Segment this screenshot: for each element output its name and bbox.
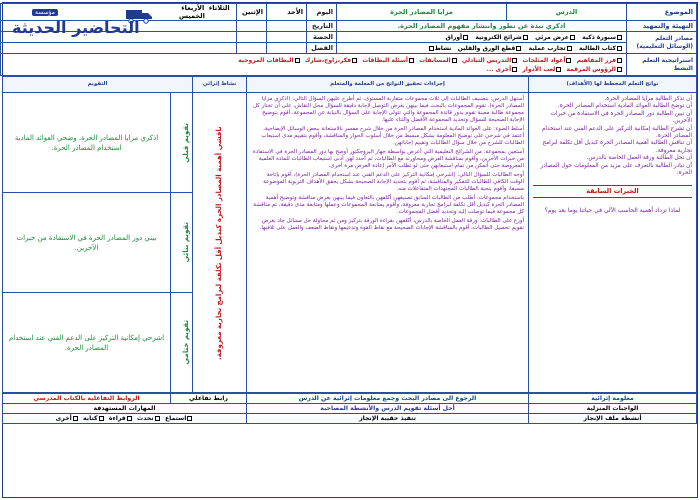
skill-item: تحدث: [137, 415, 154, 422]
strategy-item: المسابقات: [419, 56, 451, 64]
checkbox[interactable]: [617, 35, 622, 40]
checkbox[interactable]: [463, 35, 468, 40]
day-0: الأحد: [266, 4, 306, 21]
skill-item: كتابة: [83, 415, 98, 422]
checkbox[interactable]: [570, 35, 575, 40]
resource-item: كتاب الطالبة: [578, 44, 616, 52]
strategies-label: استراتيجية التعلم النشط: [627, 54, 697, 76]
checkbox[interactable]: [512, 58, 517, 63]
main-grid: [2, 76, 697, 393]
checkbox[interactable]: [352, 58, 357, 63]
procedure-step: أستهل الدرس: بتصنيف الطالبات إلى ثلاث مجموعات متقاربة المستوى، ثم أطرح عليهن السؤال التالي: (اذكري مزايا المصادر الحرة). تقوم المجموعات بالبحث فيما بينهن بغرض التوصل لإجابة دقيقة للسؤال محل النقاش، على أن تختار كل مجموعة طالبة معينة تقوم بدور قائدة المجموعة والتي تتولى الإجابة على السؤال بالنيابة عن المجموعة، أقوم بتوضيح الإجابة الصحيحة للسؤال وتحديد المجموعة الأفضل والثناء عليها.: [253, 96, 524, 123]
intro-label: التهيئة والتمهيد: [627, 21, 697, 32]
outcomes-header: نواتج التعلم المخطط لها (الأهداف): [529, 77, 697, 93]
period-label: الحصة: [306, 32, 336, 43]
topic-label: الموضوع: [627, 4, 697, 21]
class-label: الفصل: [306, 43, 336, 54]
strategy-item: البطاقات المروحية: [238, 56, 294, 64]
procedures-header: إجراءات تحقيق النواتج من المعلمة والمتعلم: [247, 77, 529, 93]
resource-item: سبورة ذكية: [582, 33, 616, 41]
brand-logo: [4, 4, 174, 40]
day-label: اليوم: [306, 4, 336, 21]
enrich-info-value: الرجوع الى مصادر البحث وجمع معلومات إثرائية عن الدرس: [247, 394, 529, 404]
skill-item: قراءة: [108, 415, 126, 422]
topic-value: مزايا المصادر الحرة: [336, 4, 506, 21]
strategy-item: لعب الأدوار: [522, 65, 556, 73]
procedure-step: أوزع على الطالبات: ورقة العمل الخاصة بالدرس، أكلفهن بقراءة الورقة بتركيز ومن ثم محاولة حل مسائل جاد بغرض تقويم تحصيل الطالبات، أقوم بالمناقشة الإجابات الصحيحة مع نقاط القوة وتدعيمها ونقاط الضعف والعمل على تلافيها.: [259, 218, 524, 231]
checkbox[interactable]: [99, 416, 104, 421]
resource-item: عرض مرئي: [535, 33, 569, 41]
enrich-info-label: معلومة إثرائية: [529, 394, 697, 404]
enrichment-header: نشاط إثرائي: [193, 77, 247, 93]
eval-text: اذكري مزايا المصادر الحرة. وضحي العوائد المادية استخدام المصادر الحرة.: [3, 93, 171, 193]
strategy-item: التدريس التبادلي: [461, 56, 512, 64]
resources-label: مصادر التعلم (الوسائل التعليمية): [627, 32, 697, 54]
procedure-step: أسلط الضوء: على العوائد المادية استخدام المصادر الحرة من خلال شرح مفسر بالاستعانة ببعض الوسائل الإيضاحية، أعتمد في شرحي على توضيح المعلومة بشكل مبسط من خلال أسلوب الحوار والمناقشة، وأقوم بتقييم مدى استيعاب الطالبات للشرح من خلال سؤال الطالبات وتقييم إجاباتهن.: [261, 126, 524, 146]
day-2: الثلاثاء: [208, 4, 230, 12]
evaluation-header: التقويم: [3, 77, 193, 93]
day-1: الإثنين: [236, 4, 266, 21]
resource-item: شرائح الكترونية: [475, 33, 522, 41]
file-label: أنشطة ملف الإنجاز: [529, 414, 697, 424]
eval-tag: تقويم بنائي: [182, 222, 191, 263]
eval-tag: تقويم قبلي: [182, 122, 191, 163]
outcome-item: أن تذكر الطالبة مزايا المصادر الحرة.: [604, 96, 692, 102]
lesson-plan-page: [2, 2, 698, 498]
checkbox[interactable]: [567, 46, 572, 51]
checkbox[interactable]: [617, 67, 622, 72]
eval-tag-cell: [171, 293, 193, 393]
outcomes-cell: [529, 93, 697, 393]
procedure-step: أوجه الطالبات للسؤال التالي: (اشرحي إمكانية التركيز على الدعم الفني عند استخدام المصادر الحرة)، أقوم بإتاحة الوقت الكافي للطالبات للتفكير والمناقشة، ثم أقوم بتحديد الإجابة الصحيحة بشكل يحقق الأهداف التربوية الموضوعة مسبقا، وأقوم بتحية الطالبات المجتهدات المتفاعلات منه.: [263, 172, 524, 192]
checkbox[interactable]: [617, 46, 622, 51]
eval-text: بيني دور المصادر الحرة في الاستفادة من خبرات الآخرين.: [3, 193, 171, 293]
link-value: الروابط التفاعلية بالكتاب المدرسي: [3, 394, 171, 404]
strategy-item: فكر،زاوج،شارك: [304, 56, 352, 64]
checkbox[interactable]: [295, 58, 300, 63]
resource-item: قطع الورق والقلين: [457, 44, 516, 52]
skill-item: أخرى: [55, 415, 72, 422]
checkbox[interactable]: [73, 416, 78, 421]
prior-label: الخبرات السابقة: [533, 185, 692, 198]
checkbox[interactable]: [566, 58, 571, 63]
logo-badge: مؤسسة: [32, 9, 58, 16]
link-label: رابط تفاعلي: [171, 394, 247, 404]
outcome-item: أن تبين الطالبة دور المصادر الحرة في الاستفادة من خبرات الآخرين.: [550, 110, 692, 125]
outcome-item: أن توضح الطالبة العوائد المادية استخدام المصادر الحرة.: [557, 103, 692, 110]
resources-row-2: [336, 43, 626, 54]
strategy-item: أسئلة البطاقات: [362, 56, 408, 64]
checkbox[interactable]: [127, 416, 132, 421]
eval-text: اشرحي إمكانية التركيز على الدعم الفني عند استخدام المصادر الحرة.: [3, 293, 171, 393]
strategies-list: [0, 54, 626, 76]
checkbox[interactable]: [516, 46, 521, 51]
checkbox[interactable]: [409, 58, 414, 63]
checkbox[interactable]: [512, 67, 517, 72]
outcome-item: أن تبادر الطالبة بالتعرف على مزيد من المعلومات حول المصادر الحرة.: [540, 162, 692, 177]
checkbox[interactable]: [155, 416, 160, 421]
procedure-step: باستخدام مجموعات: أطلب من الطالبات السابق تصنيفهن أكلفهن بالتعاون فيما بينهن بغرض مناقشة وتوضيح أهمية المصادر الحرة كبديل أقل تكلفة لبرامج تجارية معروفة، وأقوم بمتابعة المجموعات وعملها ومتابعة مدى دقيقة، ثم مناقشة كل مجموعة فيما توصلت إليه وتحديد أفضل المجموعات.: [253, 195, 524, 215]
date-label: التاريخ: [306, 21, 336, 32]
day-3: الأربعاء: [181, 4, 205, 12]
strategy-item: أخرى ...: [486, 65, 512, 73]
enrichment-cell: [193, 93, 247, 393]
intro-value: اذكري نبذة عن تطور وانتشار مفهوم المصادر الحرة.: [336, 21, 626, 32]
homework-label: الواجبات المنزلية: [529, 404, 697, 414]
resource-item: أوراق: [445, 33, 463, 41]
eval-tag-cell: [171, 193, 193, 293]
outcome-item: أن تحل الطالبة ورقة العمل الخاصة بالدرس.: [586, 155, 692, 162]
eval-tag: تقويم ختامي: [182, 320, 191, 365]
resources-row-1: [336, 32, 626, 43]
strategy-item: فرز المفاهيم: [576, 56, 616, 64]
checkbox[interactable]: [429, 46, 434, 51]
lesson-label: الدرس: [506, 4, 626, 21]
strategy-item: أعواد المثلجات: [522, 56, 566, 64]
checkbox[interactable]: [556, 67, 561, 72]
checkbox[interactable]: [187, 416, 192, 421]
enrichment-text: ناقشي أهمية المصادر الحرة كبديل أقل تكلفة لبرامج تجارية معروفة.: [215, 125, 224, 360]
procedures-cell: [247, 93, 529, 393]
homework-value: أحل أسئلة تقويم الدرس والأنشطة المصاحبة: [247, 404, 529, 414]
eval-tag-cell: [171, 93, 193, 193]
prior-value: لماذا تزداد أهمية الحاسب الآلي في حياتنا يوما بعد يوم؟: [544, 207, 681, 215]
checkbox[interactable]: [617, 58, 622, 63]
resource-item: تجارب عملية: [528, 44, 566, 52]
checkbox[interactable]: [452, 58, 457, 63]
logo-title: التحاضير الحديثة: [12, 18, 140, 37]
skills-label: المهارات المستهدفة: [3, 404, 247, 414]
file-value: تنفيذ حقيبة الإنجاز: [247, 414, 529, 424]
resource-item: نشاط: [434, 44, 452, 52]
skills-checkboxes: [3, 414, 247, 424]
strategy-item: الرؤوس المرقمة: [566, 65, 616, 73]
procedure-step: أستعين بمجموعة: من الشرائح التعليمية التي أعرض بواسطة جهاز البروجكتور أوضح بها دور المصادر الحرة في الاستفادة من خبرات الآخرين، وأقوم بمناقشة العرض ومحاورته مع الطالبات، ثم أحدد لهن أدنى استيعاب الطالبات للمادة العلمية المعروضة حتى أتمكن من تمام استيعابهن حتى لو تطلب الأمر إعادة العرض مرة أخرى.: [252, 149, 524, 169]
outcome-item: أن تناقش الطالبة أهمية المصادر الحرة كبديل أقل تكلفة لبرامج تجارية معروفة.: [542, 140, 692, 154]
skill-item: استماع: [164, 415, 187, 422]
checkbox[interactable]: [523, 35, 528, 40]
day-4: الخميس: [178, 12, 205, 20]
outcome-item: أن تشرح الطالبة إمكانية التركيز على الدعم الفني عند استخدام المصادر الحرة.: [541, 125, 692, 140]
footer-table: [2, 393, 697, 424]
